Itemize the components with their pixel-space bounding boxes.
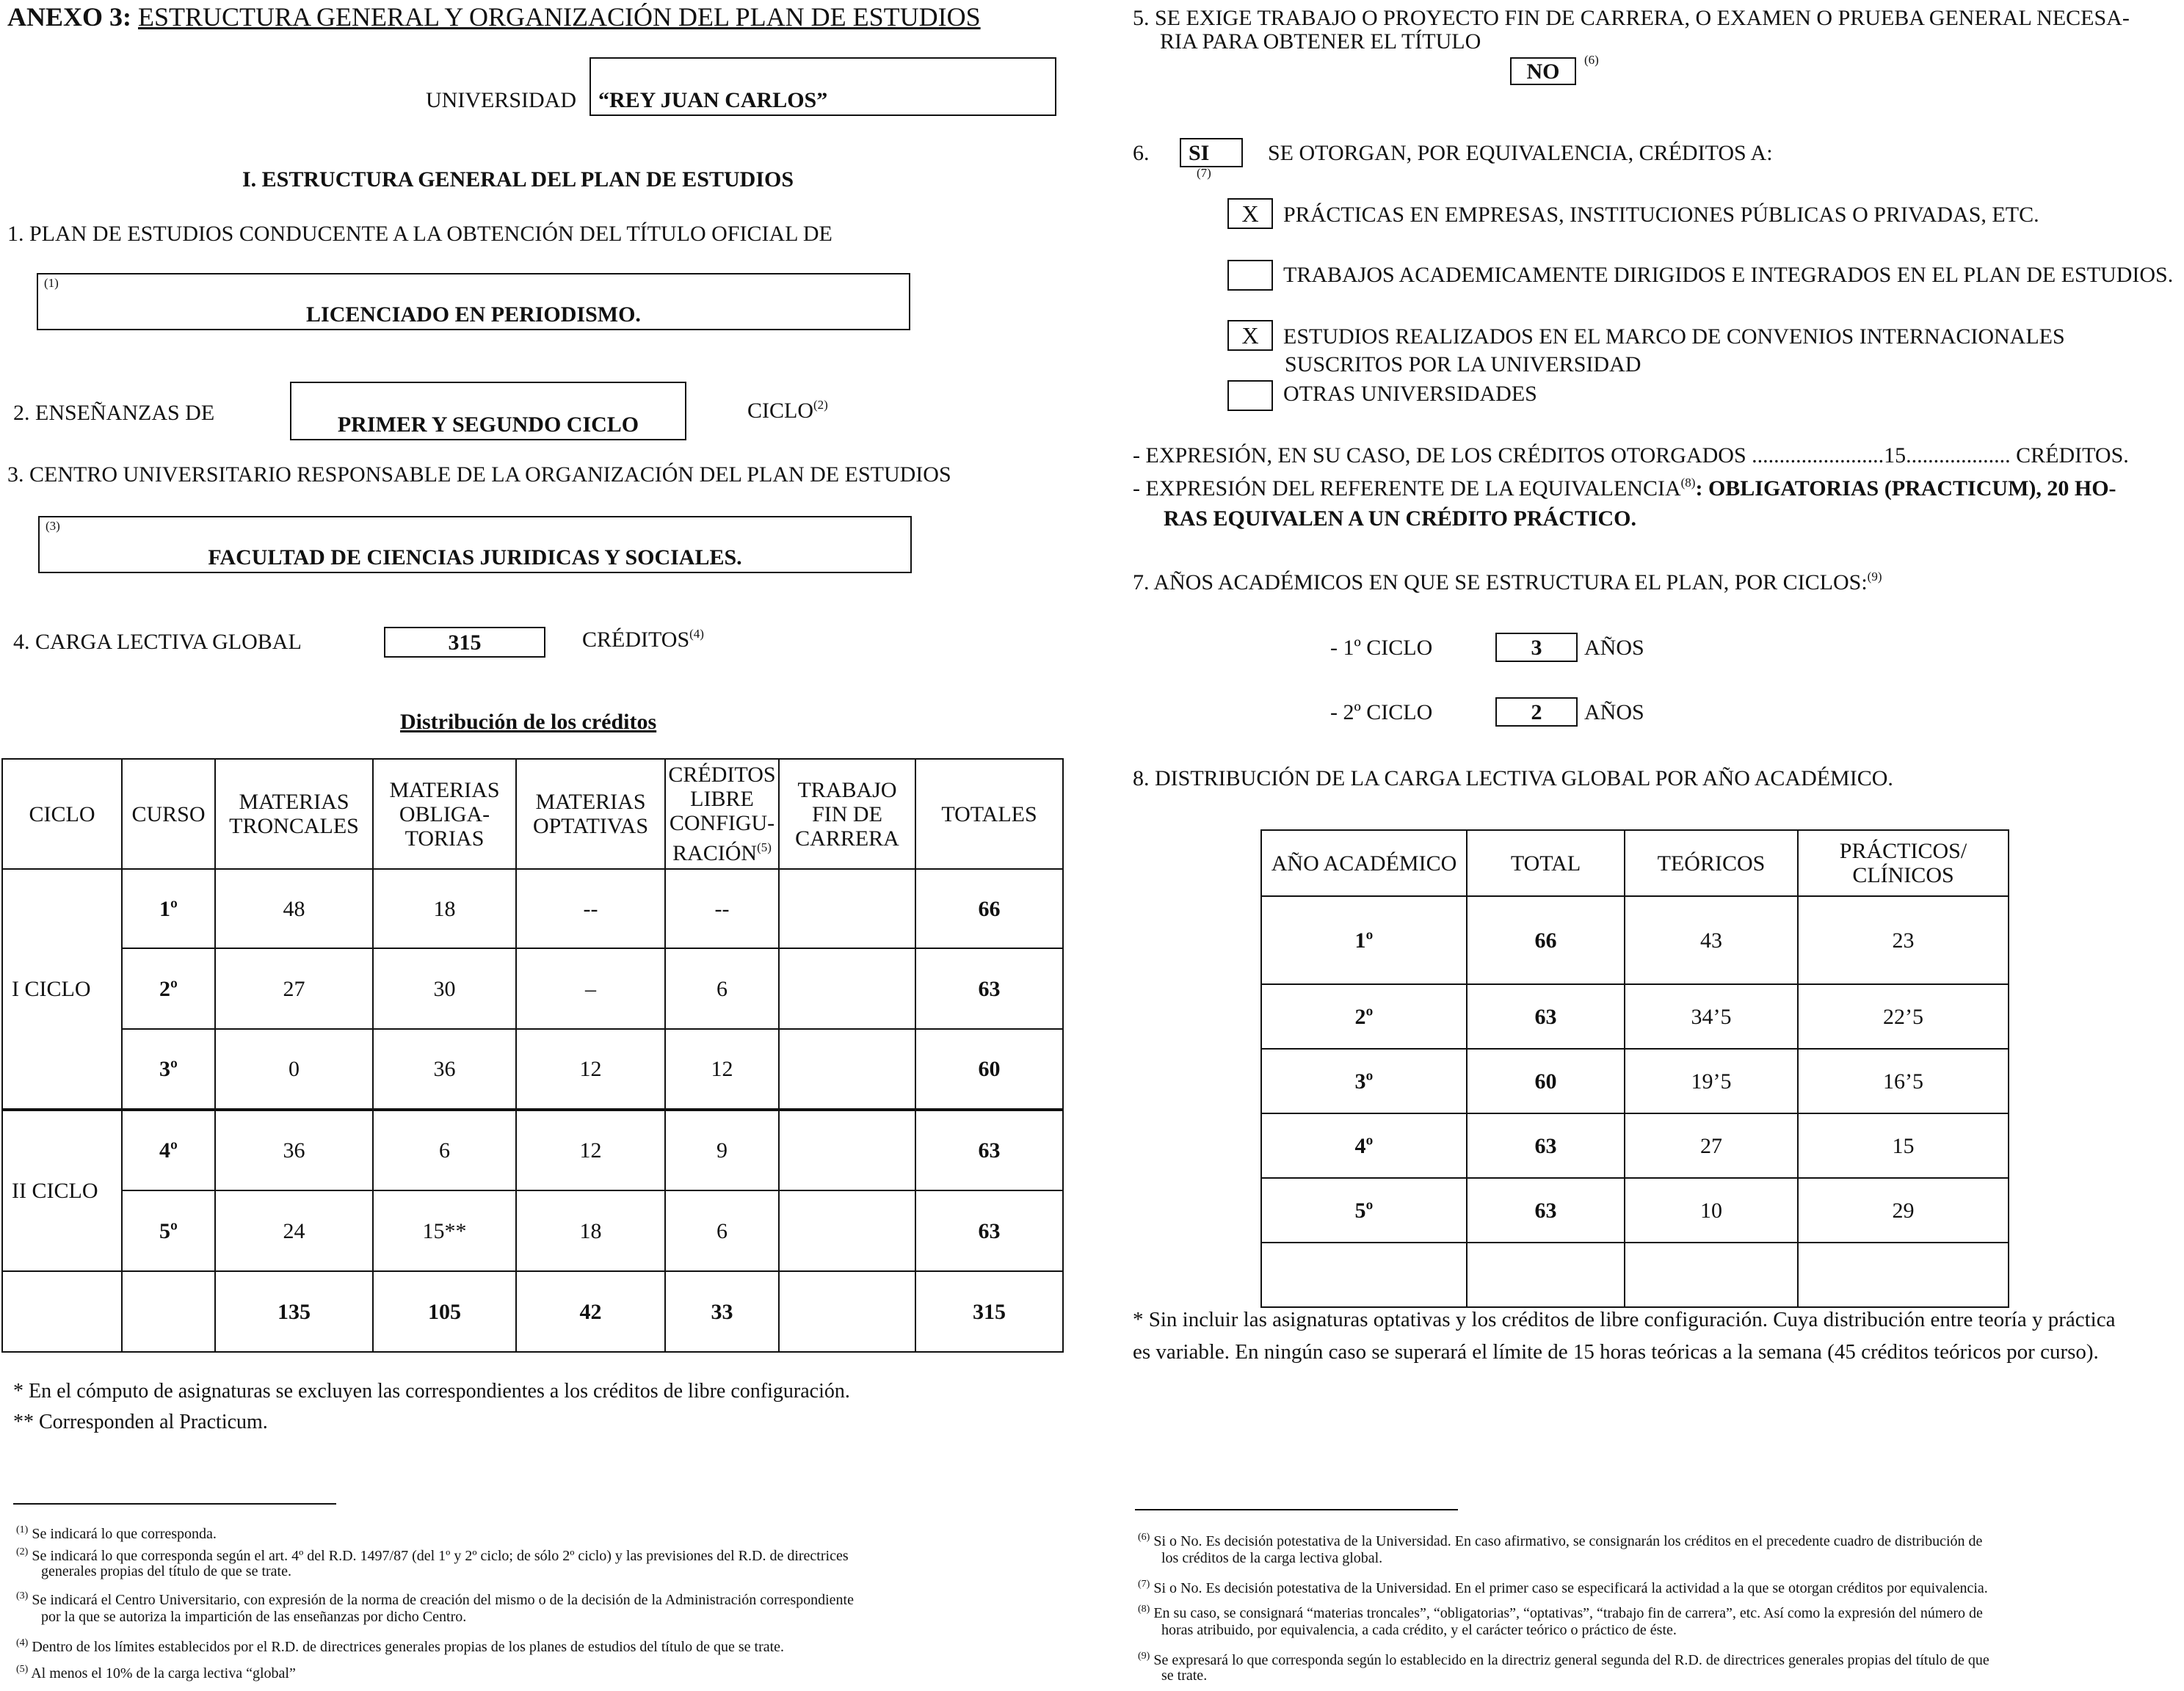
university-value: “REY JUAN CARLOS” bbox=[598, 88, 828, 112]
header-trabajo bbox=[779, 759, 915, 869]
totales-cell: 63 bbox=[915, 1110, 1063, 1190]
item3-label: 3. CENTRO UNIVERSITARIO RESPONSABLE DE LA ORGANIZACIÓN DEL PLAN DE ESTUDIOS bbox=[7, 462, 951, 487]
cycles-field-value: PRIMER Y SEGUNDO CICLO bbox=[337, 412, 639, 437]
credits-expression-suffix: ................... CRÉDITOS. bbox=[1906, 443, 2129, 468]
teoricos-cell: 43 bbox=[1625, 896, 1798, 984]
footnote-text: Dentro de los límites establecidos por el R.D. de directrices generales propias de los planes de estudios del título de que se trate. bbox=[32, 1639, 785, 1655]
teoricos-cell: 34’5 bbox=[1625, 984, 1798, 1049]
option-convenios-line2: SUSCRITOS POR LA UNIVERSIDAD bbox=[1285, 352, 1641, 377]
item4-suffix-note: (4) bbox=[689, 627, 704, 641]
teoricos-cell: 19’5 bbox=[1625, 1049, 1798, 1113]
footnote-text: Si o No. Es decisión potestativa de la Universidad. En caso afirmativo, se consignarán los créditos en el precedente cuadro de distribución de bbox=[1153, 1533, 1983, 1549]
center-field-note: (3) bbox=[46, 519, 60, 533]
header-libre-l1: CRÉDITOS bbox=[668, 763, 776, 787]
item2-suffix-text: CICLO bbox=[747, 399, 813, 423]
year-cell: 1º bbox=[1261, 896, 1467, 984]
totales-cell: 63 bbox=[915, 948, 1063, 1029]
checkbox-practicas[interactable]: X bbox=[1227, 198, 1273, 229]
libre-cell: 9 bbox=[665, 1110, 779, 1190]
footnote-item bbox=[1138, 1600, 1983, 1623]
footnote-item bbox=[16, 1634, 784, 1657]
header-practicos-l2: CLÍNICOS bbox=[1852, 863, 1954, 887]
header-practicos-l1: PRÁCTICOS/ bbox=[1839, 839, 1967, 863]
optativas-cell: -- bbox=[516, 869, 665, 948]
cycle2-years-value: 2 bbox=[1531, 700, 1542, 724]
footnote-num: (8) bbox=[1138, 1604, 1150, 1615]
credits-header-row bbox=[2, 759, 1063, 869]
credits-expression bbox=[1133, 443, 2129, 468]
equivalence-value: SI bbox=[1189, 141, 1210, 165]
checkbox-trabajos[interactable] bbox=[1227, 260, 1273, 291]
item1-label: 1. PLAN DE ESTUDIOS CONDUCENTE A LA OBTENCIÓN DEL TÍTULO OFICIAL DE bbox=[7, 222, 832, 246]
table-row-empty bbox=[1261, 1243, 2009, 1307]
equivalence-reference bbox=[1133, 476, 2116, 501]
teoricos-cell: 10 bbox=[1625, 1178, 1798, 1243]
footnote-num: (4) bbox=[16, 1637, 29, 1648]
center-field-value: FACULTAD DE CIENCIAS JURIDICAS Y SOCIALES. bbox=[208, 545, 742, 570]
final-project-field bbox=[1510, 57, 1576, 85]
footnote-text: En su caso, se consignará “materias troncales”, “obligatorias”, “optativas”, “trabajo fin de carrera”, etc. Así como la expresión del número de bbox=[1153, 1605, 1983, 1621]
item2-suffix bbox=[747, 398, 828, 423]
header-optativas-l1: MATERIAS bbox=[535, 790, 646, 814]
credits-note-2: ** Corresponden al Practicum. bbox=[13, 1411, 268, 1433]
table-row bbox=[2, 1029, 1063, 1110]
footnote-cont: por la que se autoriza la impartición de las enseñanzas por dicho Centro. bbox=[41, 1609, 467, 1625]
header-libre-l4: RACIÓN bbox=[672, 841, 758, 865]
libre-cell: 6 bbox=[665, 1190, 779, 1271]
option-otras: OTRAS UNIVERSIDADES bbox=[1283, 382, 1537, 406]
title-field bbox=[37, 273, 910, 330]
equivalence-reference-note: (8) bbox=[1680, 476, 1696, 490]
cycles-field bbox=[290, 382, 686, 440]
footnote-num: (2) bbox=[16, 1546, 29, 1557]
empty-cell bbox=[1467, 1243, 1625, 1307]
year-table-note-2: es variable. En ningún caso se superará el límite de 15 horas teóricas a la semana (45 créditos teóricos por curso). bbox=[1133, 1340, 2099, 1364]
cycle2-years-field bbox=[1495, 697, 1578, 727]
optativas-cell: – bbox=[516, 948, 665, 1029]
annex-title-text: ESTRUCTURA GENERAL Y ORGANIZACIÓN DEL PLAN DE ESTUDIOS bbox=[138, 2, 981, 32]
item5-line1: 5. SE EXIGE TRABAJO O PROYECTO FIN DE CARRERA, O EXAMEN O PRUEBA GENERAL NECESA- bbox=[1133, 6, 2130, 30]
optativas-cell: 12 bbox=[516, 1110, 665, 1190]
troncales-cell: 0 bbox=[215, 1029, 373, 1110]
obligatorias-cell: 30 bbox=[373, 948, 516, 1029]
table-row bbox=[1261, 1049, 2009, 1113]
footnote-num: (6) bbox=[1138, 1532, 1150, 1543]
header-teoricos: TEÓRICOS bbox=[1625, 830, 1798, 896]
footnote-num: (9) bbox=[1138, 1651, 1150, 1662]
empty-cell bbox=[779, 1271, 915, 1352]
year-table-note-1: * Sin incluir las asignaturas optativas y los créditos de libre configuración. Cuya distribución entre teoría y práctica bbox=[1133, 1308, 2116, 1331]
item4-label: 4. CARGA LECTIVA GLOBAL bbox=[13, 630, 302, 654]
equivalence-reference-value: : OBLIGATORIAS (PRACTICUM), 20 HO- bbox=[1695, 476, 2116, 501]
item7-label bbox=[1133, 570, 1882, 595]
year-cell: 4º bbox=[1261, 1113, 1467, 1178]
troncales-cell: 36 bbox=[215, 1110, 373, 1190]
troncales-cell: 24 bbox=[215, 1190, 373, 1271]
practicos-cell: 16’5 bbox=[1798, 1049, 2009, 1113]
year-cell: 5º bbox=[1261, 1178, 1467, 1243]
credits-expression-prefix: - EXPRESIÓN, EN SU CASO, DE LOS CRÉDITOS OTORGADOS ........................ bbox=[1133, 443, 1884, 468]
footnote-text: Se indicará lo que corresponda. bbox=[32, 1526, 217, 1542]
trabajo-cell-shaded bbox=[779, 1190, 915, 1271]
table-row bbox=[1261, 1113, 2009, 1178]
header-obligatorias bbox=[373, 759, 516, 869]
header-libre bbox=[665, 759, 779, 869]
troncales-cell: 48 bbox=[215, 869, 373, 948]
total-cell: 63 bbox=[1467, 984, 1625, 1049]
credits-table bbox=[1, 758, 1064, 1353]
optativas-cell: 12 bbox=[516, 1029, 665, 1110]
empty-cell bbox=[122, 1271, 215, 1352]
item6-note: (7) bbox=[1197, 166, 1211, 180]
item5-line2: RIA PARA OBTENER EL TÍTULO bbox=[1160, 29, 1481, 54]
title-field-note: (1) bbox=[44, 276, 59, 290]
cycle2-years-unit: AÑOS bbox=[1584, 700, 1644, 724]
totales-cell: 60 bbox=[915, 1029, 1063, 1110]
item2-suffix-note: (2) bbox=[813, 398, 828, 412]
footnote-text: Se indicará el Centro Universitario, con expresión de la norma de creación del mismo o de la decisión de la Administración correspondiente bbox=[32, 1592, 854, 1608]
cycle1-years-unit: AÑOS bbox=[1584, 636, 1644, 660]
ciclo-2-cell: II CICLO bbox=[2, 1110, 122, 1271]
ciclo-1-cell: I CICLO bbox=[2, 869, 122, 1110]
curso-cell: 2º bbox=[122, 948, 215, 1029]
university-field bbox=[589, 57, 1056, 116]
item6-num: 6. bbox=[1133, 141, 1150, 165]
table-row bbox=[1261, 984, 2009, 1049]
header-practicos bbox=[1798, 830, 2009, 896]
footnote-text: Al menos el 10% de la carga lectiva “global” bbox=[31, 1665, 296, 1681]
obligatorias-cell: 6 bbox=[373, 1110, 516, 1190]
total-libre: 33 bbox=[665, 1271, 779, 1352]
section-heading: I. ESTRUCTURA GENERAL DEL PLAN DE ESTUDIOS bbox=[242, 167, 794, 192]
footnote-item bbox=[1138, 1575, 1988, 1598]
global-load-field bbox=[384, 627, 545, 658]
cycle2-label: - 2º CICLO bbox=[1330, 700, 1433, 724]
table-row bbox=[2, 1110, 1063, 1190]
footnote-num: (7) bbox=[1138, 1579, 1150, 1590]
item5-note: (6) bbox=[1584, 53, 1599, 67]
equivalence-reference-line2: RAS EQUIVALEN A UN CRÉDITO PRÁCTICO. bbox=[1164, 506, 1637, 531]
practicos-cell: 29 bbox=[1798, 1178, 2009, 1243]
option-trabajos: TRABAJOS ACADEMICAMENTE DIRIGIDOS E INTEGRADOS EN EL PLAN DE ESTUDIOS. bbox=[1283, 263, 2174, 287]
curso-cell: 4º bbox=[122, 1110, 215, 1190]
cycle1-years-field bbox=[1495, 633, 1578, 662]
university-label: UNIVERSIDAD bbox=[426, 88, 576, 112]
empty-cell bbox=[1625, 1243, 1798, 1307]
option-convenios-line1: ESTUDIOS REALIZADOS EN EL MARCO DE CONVENIOS INTERNACIONALES bbox=[1283, 324, 2065, 349]
equivalence-reference-prefix: - EXPRESIÓN DEL REFERENTE DE LA EQUIVALENCIA bbox=[1133, 476, 1681, 501]
footnote-item bbox=[1138, 1528, 1982, 1551]
header-obligatorias-l2: OBLIGA- bbox=[399, 801, 490, 826]
footnote-cont: los créditos de la carga lectiva global. bbox=[1161, 1550, 1383, 1566]
totales-cell: 63 bbox=[915, 1190, 1063, 1271]
footnote-item bbox=[16, 1660, 296, 1683]
total-cell: 63 bbox=[1467, 1113, 1625, 1178]
annex-label: ANEXO 3: bbox=[7, 2, 131, 32]
practicos-cell: 15 bbox=[1798, 1113, 2009, 1178]
credits-total-row bbox=[2, 1271, 1063, 1352]
footnote-cont: generales propias del título de que se trate. bbox=[41, 1563, 291, 1579]
footnote-text: Se indicará lo que corresponda según el art. 4º del R.D. 1497/87 (del 1º y 2º ciclo; de sólo 2º ciclo) y las previsiones del R.D. de directrices bbox=[32, 1548, 849, 1564]
trabajo-cell bbox=[779, 1029, 915, 1110]
header-trabajo-l1: TRABAJO bbox=[797, 777, 897, 802]
option-practicas: PRÁCTICAS EN EMPRESAS, INSTITUCIONES PÚBLICAS O PRIVADAS, ETC. bbox=[1283, 203, 2039, 227]
annex-title bbox=[7, 1, 981, 32]
table-row bbox=[2, 869, 1063, 948]
empty-cell bbox=[1261, 1243, 1467, 1307]
center-field bbox=[38, 516, 912, 573]
table-row bbox=[1261, 896, 2009, 984]
teoricos-cell: 27 bbox=[1625, 1113, 1798, 1178]
credits-note-1: * En el cómputo de asignaturas se excluyen las correspondientes a los créditos de libre configuración. bbox=[13, 1380, 850, 1403]
practicos-cell: 22’5 bbox=[1798, 984, 2009, 1049]
footnote-item bbox=[16, 1521, 217, 1543]
curso-cell: 3º bbox=[122, 1029, 215, 1110]
header-optativas bbox=[516, 759, 665, 869]
title-field-value: LICENCIADO EN PERIODISMO. bbox=[306, 302, 641, 327]
table-row bbox=[2, 1190, 1063, 1271]
header-libre-l2: LIBRE bbox=[690, 787, 754, 811]
header-year: AÑO ACADÉMICO bbox=[1261, 830, 1467, 896]
total-obligatorias: 105 bbox=[373, 1271, 516, 1352]
final-project-value: NO bbox=[1526, 59, 1560, 84]
header-trabajo-l3: CARRERA bbox=[795, 826, 899, 851]
footnote-text: Si o No. Es decisión potestativa de la Universidad. En el primer caso se especificará la actividad a la que se otorgan créditos por equivalencia. bbox=[1153, 1580, 1988, 1596]
header-libre-note: (5) bbox=[757, 840, 772, 854]
item4-suffix-text: CRÉDITOS bbox=[582, 628, 690, 652]
curso-cell: 1º bbox=[122, 869, 215, 948]
table-row bbox=[1261, 1178, 2009, 1243]
total-troncales: 135 bbox=[215, 1271, 373, 1352]
footnote-item bbox=[16, 1587, 854, 1610]
item7-note: (9) bbox=[1867, 570, 1882, 583]
header-trabajo-l2: FIN DE bbox=[812, 801, 882, 826]
footnote-cont: se trate. bbox=[1161, 1668, 1208, 1684]
obligatorias-cell: 15** bbox=[373, 1190, 516, 1271]
checkbox-otras[interactable] bbox=[1227, 380, 1273, 411]
cycle1-years-value: 3 bbox=[1531, 636, 1542, 660]
total-optativas: 42 bbox=[516, 1271, 665, 1352]
header-troncales bbox=[215, 759, 373, 869]
obligatorias-cell: 36 bbox=[373, 1029, 516, 1110]
obligatorias-cell: 18 bbox=[373, 869, 516, 948]
header-optativas-l2: OPTATIVAS bbox=[532, 814, 649, 838]
trabajo-cell-shaded bbox=[779, 1110, 915, 1190]
year-cell: 2º bbox=[1261, 984, 1467, 1049]
header-obligatorias-l1: MATERIAS bbox=[389, 777, 500, 802]
year-cell: 3º bbox=[1261, 1049, 1467, 1113]
total-cell: 66 bbox=[1467, 896, 1625, 984]
libre-cell: 6 bbox=[665, 948, 779, 1029]
footnote-num: (5) bbox=[16, 1664, 29, 1675]
totales-cell: 66 bbox=[915, 869, 1063, 948]
header-troncales-l2: TRONCALES bbox=[229, 814, 359, 838]
global-load-value: 315 bbox=[448, 630, 482, 655]
curso-cell: 5º bbox=[122, 1190, 215, 1271]
footnote-text: Se expresará lo que corresponda según lo establecido en la directriz general segunda del R.D. de directrices generales propias del título de que bbox=[1153, 1652, 1989, 1668]
troncales-cell: 27 bbox=[215, 948, 373, 1029]
item7-label-text: 7. AÑOS ACADÉMICOS EN QUE SE ESTRUCTURA EL PLAN, POR CICLOS: bbox=[1133, 570, 1868, 594]
libre-cell: 12 bbox=[665, 1029, 779, 1110]
header-totales: TOTALES bbox=[915, 759, 1063, 869]
year-table bbox=[1260, 829, 2009, 1308]
footnote-num: (1) bbox=[16, 1524, 29, 1535]
practicos-cell: 23 bbox=[1798, 896, 2009, 984]
header-total: TOTAL bbox=[1467, 830, 1625, 896]
empty-cell bbox=[2, 1271, 122, 1352]
trabajo-cell-shaded bbox=[779, 948, 915, 1029]
total-totales: 315 bbox=[915, 1271, 1063, 1352]
optativas-cell: 18 bbox=[516, 1190, 665, 1271]
footnote-cont: horas atribuido, por equivalencia, a cada crédito, y el carácter teórico o práctico de éste. bbox=[1161, 1622, 1677, 1638]
item2-label: 2. ENSEÑANZAS DE bbox=[13, 401, 215, 425]
year-header-row bbox=[1261, 830, 2009, 896]
table-row bbox=[2, 948, 1063, 1029]
header-obligatorias-l3: TORIAS bbox=[404, 826, 485, 851]
credits-table-title: Distribución de los créditos bbox=[400, 710, 657, 734]
header-curso: CURSO bbox=[122, 759, 215, 869]
credits-expression-value: 15 bbox=[1884, 443, 1907, 468]
footnote-num: (3) bbox=[16, 1590, 29, 1601]
footnote-divider bbox=[13, 1503, 336, 1505]
item4-suffix bbox=[582, 627, 704, 652]
total-cell: 60 bbox=[1467, 1049, 1625, 1113]
item8-label: 8. DISTRIBUCIÓN DE LA CARGA LECTIVA GLOBAL POR AÑO ACADÉMICO. bbox=[1133, 766, 1893, 790]
cycle1-label: - 1º CICLO bbox=[1330, 636, 1433, 660]
empty-cell bbox=[1798, 1243, 2009, 1307]
equivalence-field bbox=[1180, 138, 1243, 167]
footnote-item bbox=[1138, 1647, 1989, 1670]
footnote-divider-right bbox=[1135, 1509, 1458, 1510]
header-troncales-l1: MATERIAS bbox=[239, 790, 349, 814]
header-ciclo: CICLO bbox=[2, 759, 122, 869]
total-cell: 63 bbox=[1467, 1178, 1625, 1243]
trabajo-cell-shaded bbox=[779, 869, 915, 948]
header-libre-l3: CONFIGU- bbox=[669, 811, 775, 835]
item6-label: SE OTORGAN, POR EQUIVALENCIA, CRÉDITOS A: bbox=[1268, 141, 1773, 165]
libre-cell: -- bbox=[665, 869, 779, 948]
checkbox-convenios[interactable]: X bbox=[1227, 320, 1273, 351]
